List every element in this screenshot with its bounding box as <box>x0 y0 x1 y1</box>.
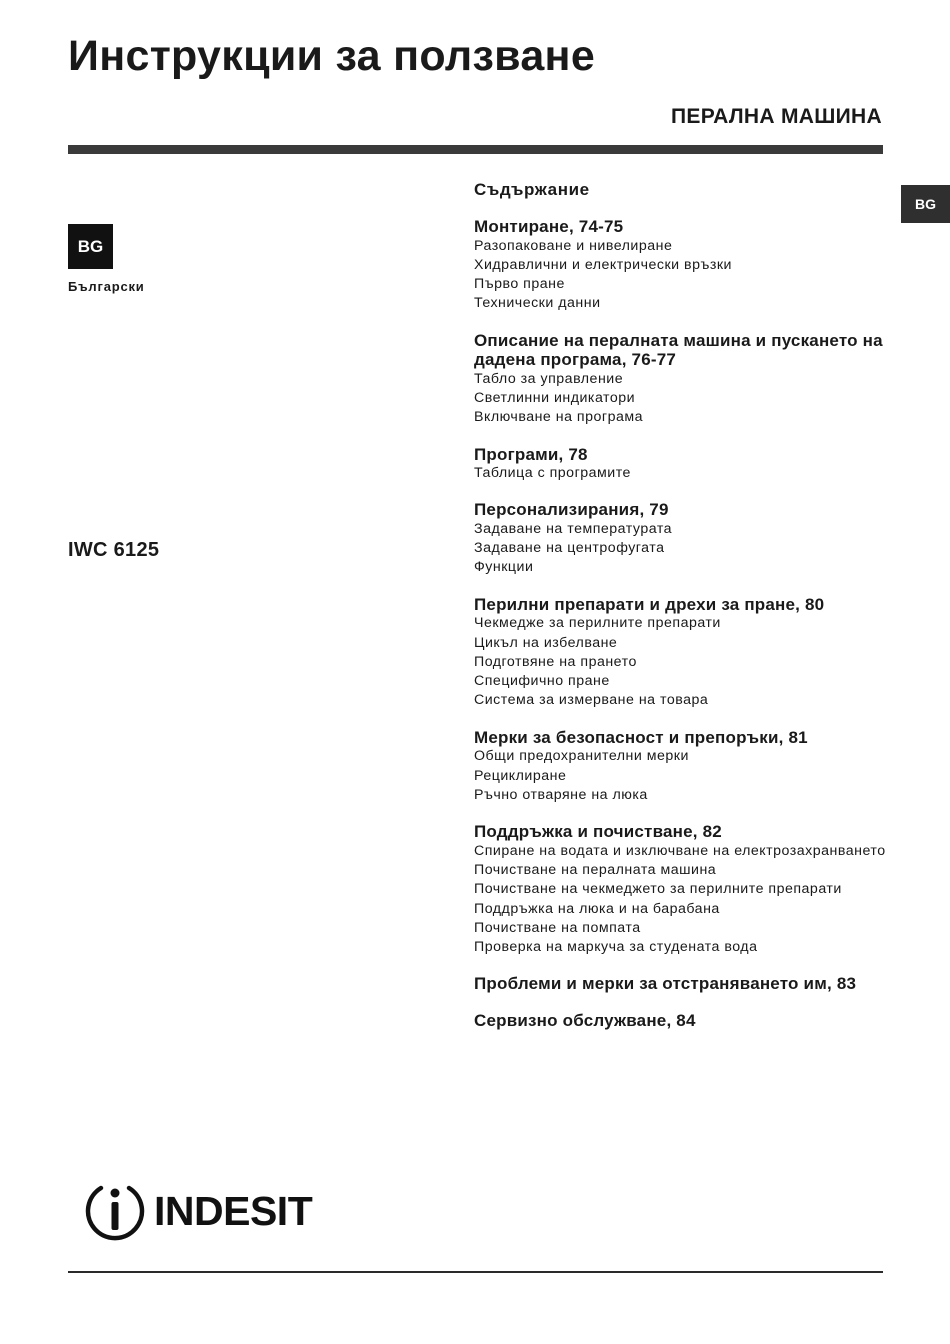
toc-item: Специфично пране <box>474 673 610 690</box>
language-badge: BG <box>68 224 113 269</box>
toc-section <box>474 217 894 314</box>
toc-section <box>474 595 894 711</box>
page-title: Инструкции за ползване <box>68 32 596 80</box>
language-side-tab: BG <box>901 185 950 223</box>
toc-section-title: Поддръжка и почистване, 82 <box>474 822 722 842</box>
toc-item: Включване на програма <box>474 409 643 426</box>
toc-section <box>474 445 894 484</box>
toc-item: Общи предохранителни мерки <box>474 748 689 765</box>
toc-item: Първо пране <box>474 276 565 293</box>
toc-item: Почистване на чекмеджето за перилните препарати <box>474 881 842 898</box>
toc-heading: Съдържание <box>474 180 590 199</box>
toc-item: Система за измерване на товара <box>474 692 709 709</box>
toc-section <box>474 331 894 428</box>
toc-section-title: Монтиране, 74-75 <box>474 217 624 236</box>
toc-section-title: Мерки за безопасност и препоръки, 81 <box>474 727 808 747</box>
toc-item: Задаване на температурата <box>474 520 673 537</box>
toc-item: Чекмедже за перилните препарати <box>474 615 721 632</box>
indesit-i-logo-icon <box>84 1180 146 1242</box>
language-name: Български <box>68 279 145 294</box>
toc-section-title: Персонализирания, 79 <box>474 500 669 520</box>
toc-item: Таблица с програмите <box>474 465 631 482</box>
toc-section-title: Програми, 78 <box>474 444 588 464</box>
top-divider <box>68 145 883 154</box>
toc-section <box>474 974 894 994</box>
toc-item: Задаване на центрофугата <box>474 540 665 557</box>
model-number: IWC 6125 <box>68 539 160 561</box>
toc-item: Хидравлични и електрически връзки <box>474 256 732 273</box>
brand-logo-text: INDESIT <box>154 1187 313 1234</box>
toc-item: Табло за управление <box>474 370 624 387</box>
toc-item: Почистване на помпата <box>474 919 641 936</box>
toc-item: Функции <box>474 559 534 576</box>
toc-section <box>474 500 894 577</box>
toc-section-title: Перилни препарати и дрехи за пране, 80 <box>474 594 825 614</box>
brand-logo <box>84 1180 312 1242</box>
toc-item: Подготвяне на прането <box>474 653 637 670</box>
toc-item: Разопаковане и нивелиране <box>474 237 673 254</box>
bottom-divider <box>68 1271 883 1273</box>
toc-item: Поддръжка на люка и на барабана <box>474 900 720 917</box>
toc-section-title: Сервизно обслужване, 84 <box>474 1010 696 1030</box>
toc-section-title: Проблеми и мерки за отстраняването им, 83 <box>474 974 857 994</box>
toc-section <box>474 728 894 805</box>
toc-item: Ръчно отваряне на люка <box>474 786 648 803</box>
table-of-contents <box>474 180 894 1047</box>
toc-section-title: Описание на пералната машина и пускането на дадена програма, 76-77 <box>474 330 883 370</box>
toc-item: Технически данни <box>474 295 601 312</box>
toc-sections <box>474 217 894 1030</box>
toc-section <box>474 822 894 957</box>
toc-item: Рециклиране <box>474 767 567 784</box>
toc-item: Светлинни индикатори <box>474 389 636 406</box>
toc-item: Проверка на маркуча за студената вода <box>474 939 758 956</box>
product-subtitle: ПЕРАЛНА МАШИНА <box>671 105 882 128</box>
toc-section <box>474 1011 894 1031</box>
toc-item: Спиране на водата и изключване на електрозахранването <box>474 842 886 859</box>
toc-item: Почистване на пералната машина <box>474 861 717 878</box>
toc-item: Цикъл на избелване <box>474 634 618 651</box>
